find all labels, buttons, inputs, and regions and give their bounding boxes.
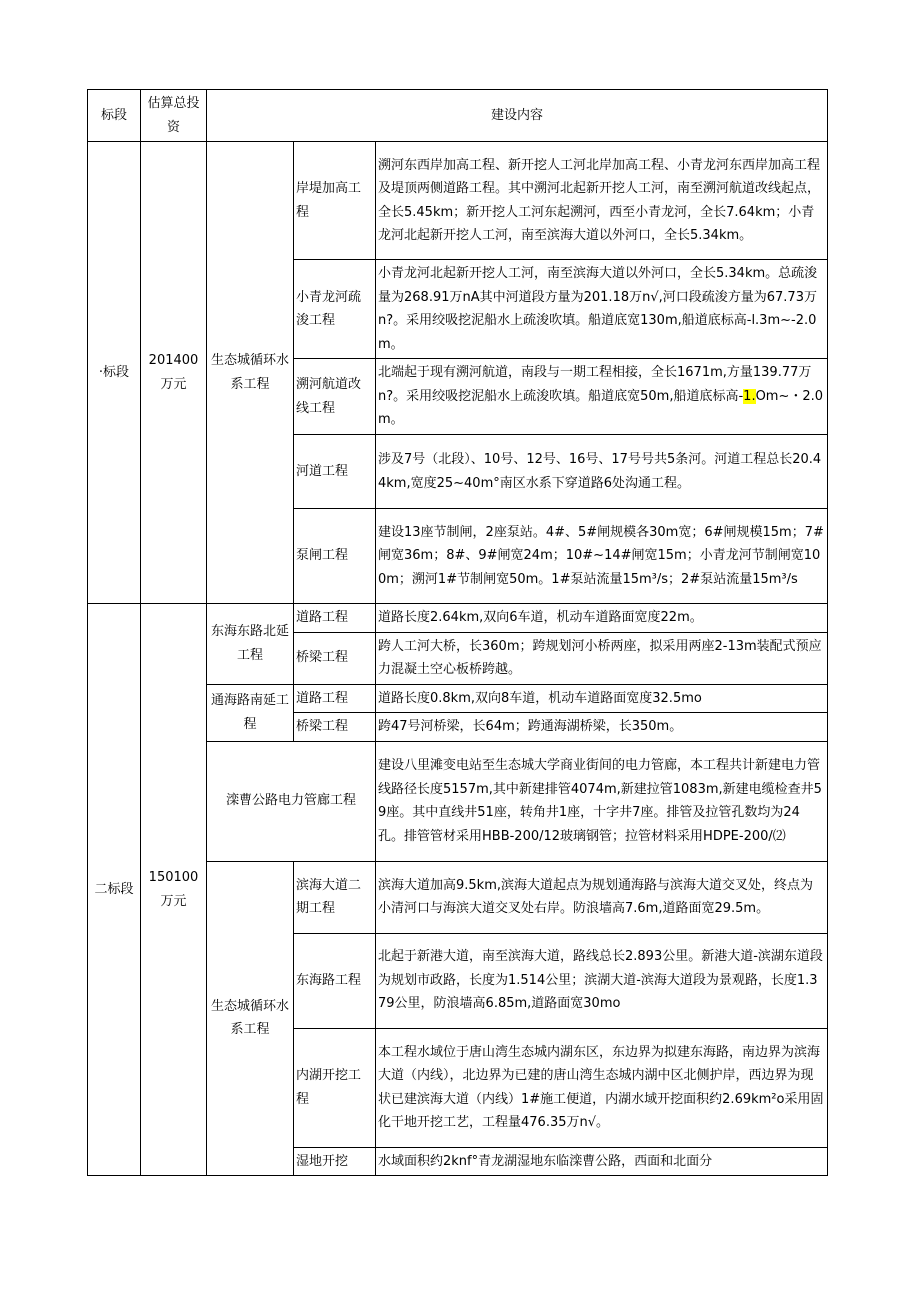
item-desc: 溯河东西岸加高工程、新开挖人工河北岸加高工程、小青龙河东西岸加高工程及堤顶两侧道路工程。其中溯河北起新开挖人工河，南至溯河航道改线起点，全长5.45km；新开挖人工河东起溯河，西至小青龙河，全长7.64km；小青龙河北起新开挖人工河，南至滨海大道以外河口，全长5.34km。 — [376, 142, 828, 260]
item-desc: 小青龙河北起新开挖人工河，南至滨海大道以外河口，全长5.34km。总疏浚量为268.91万nA其中河道段方量为201.18万n√,河口段疏浚方量为67.73万n?。采用绞吸挖泥船水上疏浚吹填。船道底宽130m,船道底标高-l.3m~-2.0m。 — [376, 260, 828, 359]
highlighted-text: 1. — [743, 388, 756, 404]
lot2-name: 二标段 — [88, 604, 141, 1176]
item-desc: 道路长度0.8km,双向8车道，机动车道路面宽度32.5mo — [376, 684, 828, 713]
tonghai-south-name: 通海路南延工程 — [207, 684, 294, 741]
item-name: 湿地开挖 — [294, 1147, 376, 1176]
item-desc: 滨海大道加高9.5km,滨海大道起点为规划通海路与滨海大道交叉处，终点为小清河口与海滨大道交叉处右岸。防浪墙高7.6m,道路面宽29.5m。 — [376, 861, 828, 933]
item-name: 桥梁工程 — [294, 632, 376, 684]
item-desc: 北起于新港大道，南至滨海大道，路线总长2.893公里。新港大道-滨湖东道段为规划市政路，长度为1.514公里；滨湖大道-滨海大道段为景观路，长度1.379公里，防浪墙高6.85m,道路面宽30mo — [376, 933, 828, 1028]
item-name: 小青龙河疏浚工程 — [294, 260, 376, 359]
header-section: 标段 — [88, 90, 141, 142]
item-name: 内湖开挖工程 — [294, 1028, 376, 1147]
item-name: 道路工程 — [294, 684, 376, 713]
item-desc: 建设13座节制闸，2座泵站。4#、5#闸规模各30m宽；6#闸规模15m；7#闸宽36m；8#、9#闸宽24m；10#~14#闸宽15m；小青龙河节制闸宽100m；溯河1#节制闸宽50m。1#泵站流量15m³/s；2#泵站流量15m³/s — [376, 509, 828, 604]
item-name: 道路工程 — [294, 604, 376, 633]
desc-text: Om~・2.0m。 — [378, 388, 824, 428]
luancao-name: 滦曹公路电力管廊工程 — [207, 741, 376, 861]
desc-text: 北端起于现有溯河航道，南段与一期工程相接，全长1671m,方量139.77万n?。采用绞吸挖泥船水上疏浚吹填。船道底宽50m,船道底标高- — [378, 365, 812, 404]
item-desc: 建设八里滩变电站至生态城大学商业街间的电力管廊，本工程共计新建电力管线路径长度5157m,其中新建排管4074m,新建拉管1083m,新建电缆检查井59座。其中直线井51座，转角井1座，十字井7座。排管及拉管孔数均为24孔。排管管材采用HBB-200/12玻璃钢管；拉管材料采用HDPE-200/⑵ — [376, 741, 828, 861]
lot1-name: ·标段 — [88, 142, 141, 604]
lot2-investment: 150100万元 — [141, 604, 207, 1176]
construction-table — [87, 89, 828, 1176]
donghai-north-name: 东海东路北延工程 — [207, 604, 294, 685]
table-row — [88, 142, 828, 260]
item-name: 桥梁工程 — [294, 713, 376, 742]
item-desc: 水域面积约2knf°青龙湖湿地东临滦曹公路，西面和北面分 — [376, 1147, 828, 1176]
lot1-project: 生态城循环水系工程 — [207, 142, 294, 604]
item-desc: 本工程水域位于唐山湾生态城内湖东区，东边界为拟建东海路，南边界为滨海大道（内线），北边界为已建的唐山湾生态城内湖中区北侧护岸，西边界为现状已建滨海大道（内线）1#施工便道，内湖水域开挖面积约2.69km²o采用固化干地开挖工艺，工程量476.35万n√。 — [376, 1028, 828, 1147]
item-desc: 跨人工河大桥，长360m；跨规划河小桥两座，拟采用两座2-13m装配式预应力混凝土空心板桥跨越。 — [376, 632, 828, 684]
item-name: 泵闸工程 — [294, 509, 376, 604]
table-row — [88, 604, 828, 633]
item-desc: 涉及7号（北段）、10号、12号、16号、17号号共5条河。河道工程总长20.44km,宽度25~40m°南区水系下穿道路6处沟通工程。 — [376, 435, 828, 509]
header-investment: 估算总投资 — [141, 90, 207, 142]
item-name: 岸堤加高工程 — [294, 142, 376, 260]
item-desc — [376, 359, 828, 435]
eco-name: 生态城循环水系工程 — [207, 861, 294, 1176]
item-desc: 道路长度2.64km,双向6车道，机动车道路面宽度22m。 — [376, 604, 828, 633]
header-row — [88, 90, 828, 142]
lot1-investment: 201400万元 — [141, 142, 207, 604]
item-desc: 跨47号河桥梁，长64m；跨通海湖桥梁，长350m。 — [376, 713, 828, 742]
item-name: 东海路工程 — [294, 933, 376, 1028]
header-content: 建设内容 — [207, 90, 828, 142]
item-name: 滨海大道二期工程 — [294, 861, 376, 933]
item-name: 溯河航道改线工程 — [294, 359, 376, 435]
item-name: 河道工程 — [294, 435, 376, 509]
